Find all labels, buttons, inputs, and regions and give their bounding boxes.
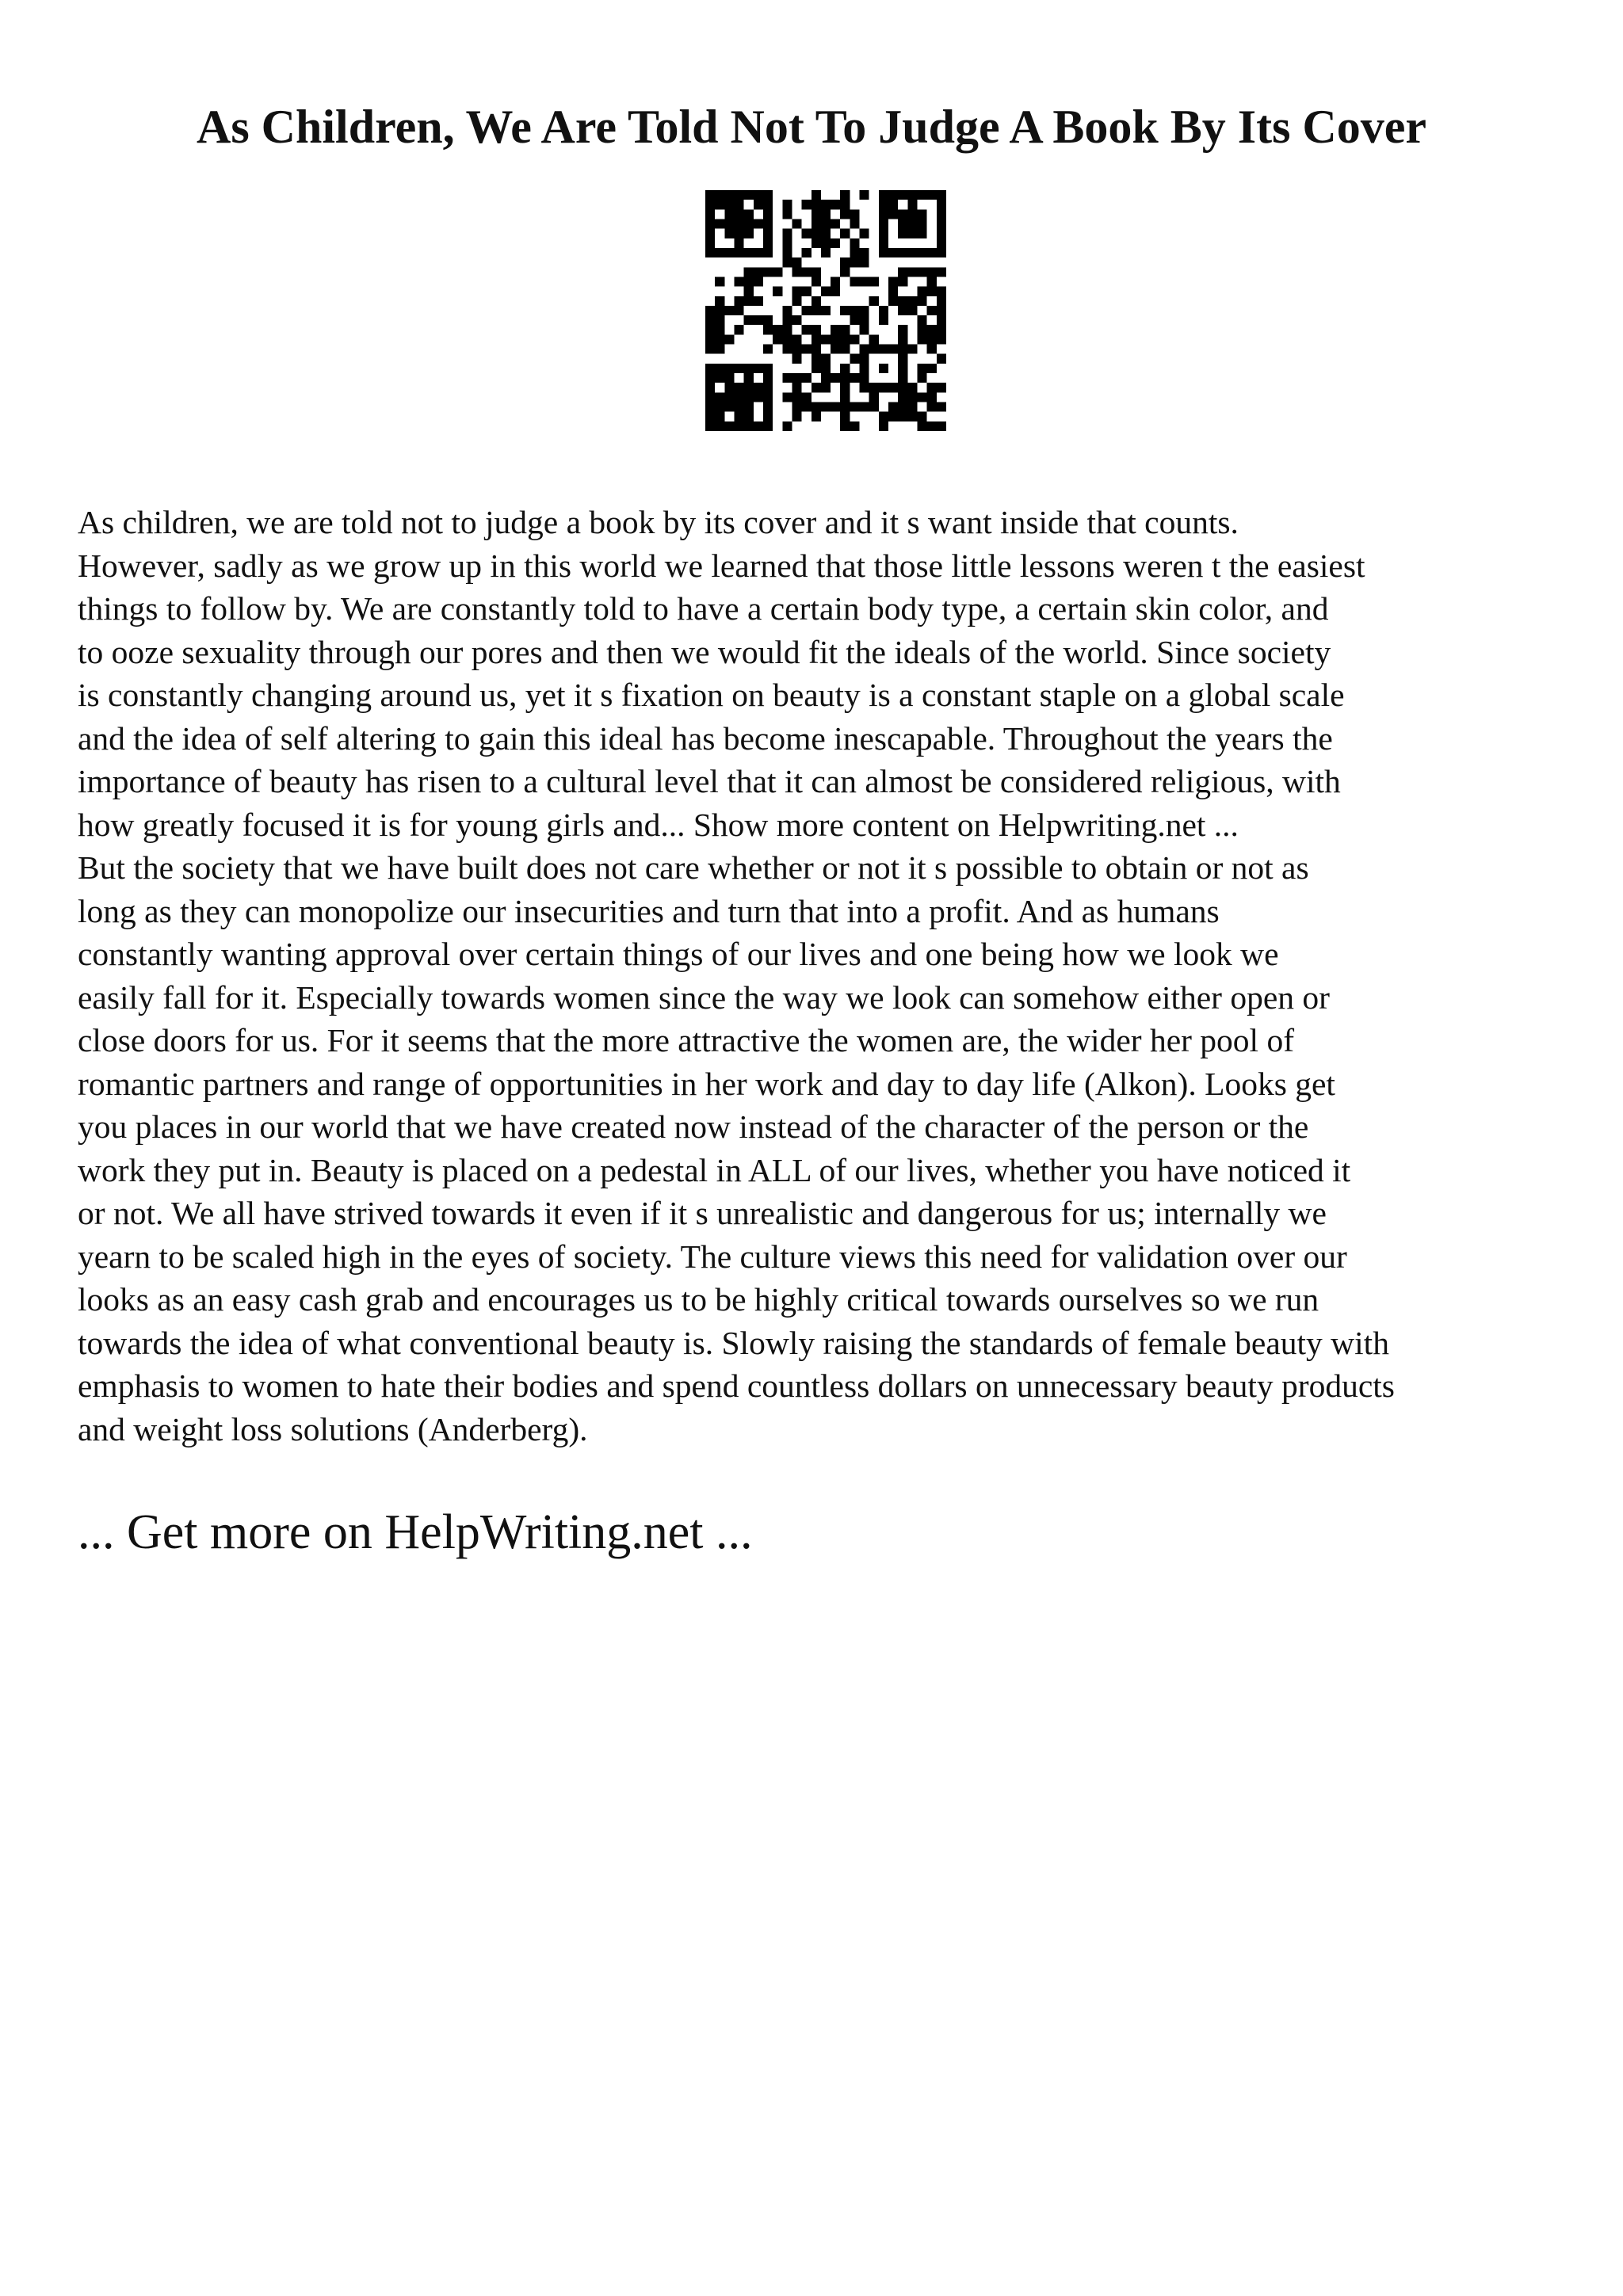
body-line: constantly wanting approval over certain things of our lives and one being how we look we xyxy=(78,936,1279,972)
body-line: easily fall for it. Especially towards women since the way we look can somehow either open or xyxy=(78,978,1330,1016)
qr-code-icon xyxy=(705,190,946,431)
body-line: importance of beauty has risen to a cultural level that it can almost be considered religious, with xyxy=(78,763,1341,799)
body-line: and weight loss solutions (Anderberg). xyxy=(78,1410,588,1447)
body-line: and the idea of self altering to gain this ideal has become inescapable. Throughout the years the xyxy=(78,719,1333,757)
body-line-show-more: how greatly focused it is for young girls and... Show more content on Helpwriting.net ... xyxy=(78,806,1239,843)
body-line: romantic partners and range of opportunities in her work and day to day life (Alkon). Looks get xyxy=(78,1065,1335,1102)
body-line: looks as an easy cash grab and encourages us to be highly critical towards ourselves so we run xyxy=(78,1281,1319,1318)
body-line: But the society that we have built does not care whether or not it s possible to obtain or not as xyxy=(78,849,1309,886)
body-line: close doors for us. For it seems that the more attractive the women are, the wider her pool of xyxy=(78,1022,1295,1058)
body-line: towards the idea of what conventional beauty is. Slowly raising the standards of female beauty with xyxy=(78,1324,1389,1361)
body-line: is constantly changing around us, yet it s fixation on beauty is a constant staple on a global scale xyxy=(78,677,1345,713)
document-title: As Children, We Are Told Not To Judge A Book By Its Cover xyxy=(196,101,1427,153)
body-line: you places in our world that we have created now instead of the character of the person or the xyxy=(78,1108,1309,1145)
body-line: emphasis to women to hate their bodies and spend countless dollars on unnecessary beauty products xyxy=(78,1367,1395,1404)
body-line: As children, we are told not to judge a book by its cover and it s want inside that counts. xyxy=(78,504,1239,540)
body-line: or not. We all have strived towards it even if it s unrealistic and dangerous for us; internally we xyxy=(78,1195,1327,1231)
body-line: work they put in. Beauty is placed on a pedestal in ALL of our lives, whether you have noticed it xyxy=(78,1151,1351,1188)
body-line: However, sadly as we grow up in this world we learned that those little lessons weren t the easiest xyxy=(78,547,1365,584)
body-line: yearn to be scaled high in the eyes of society. The culture views this need for validation over our xyxy=(78,1238,1347,1275)
get-more-link[interactable]: ... Get more on HelpWriting.net ... xyxy=(78,1505,753,1559)
body-line: to ooze sexuality through our pores and then we would fit the ideals of the world. Since society xyxy=(78,633,1331,670)
body-line: long as they can monopolize our insecurities and turn that into a profit. And as humans xyxy=(78,892,1220,929)
document-body xyxy=(78,501,1583,1451)
body-line: things to follow by. We are constantly told to have a certain body type, a certain skin color, and xyxy=(78,590,1329,627)
